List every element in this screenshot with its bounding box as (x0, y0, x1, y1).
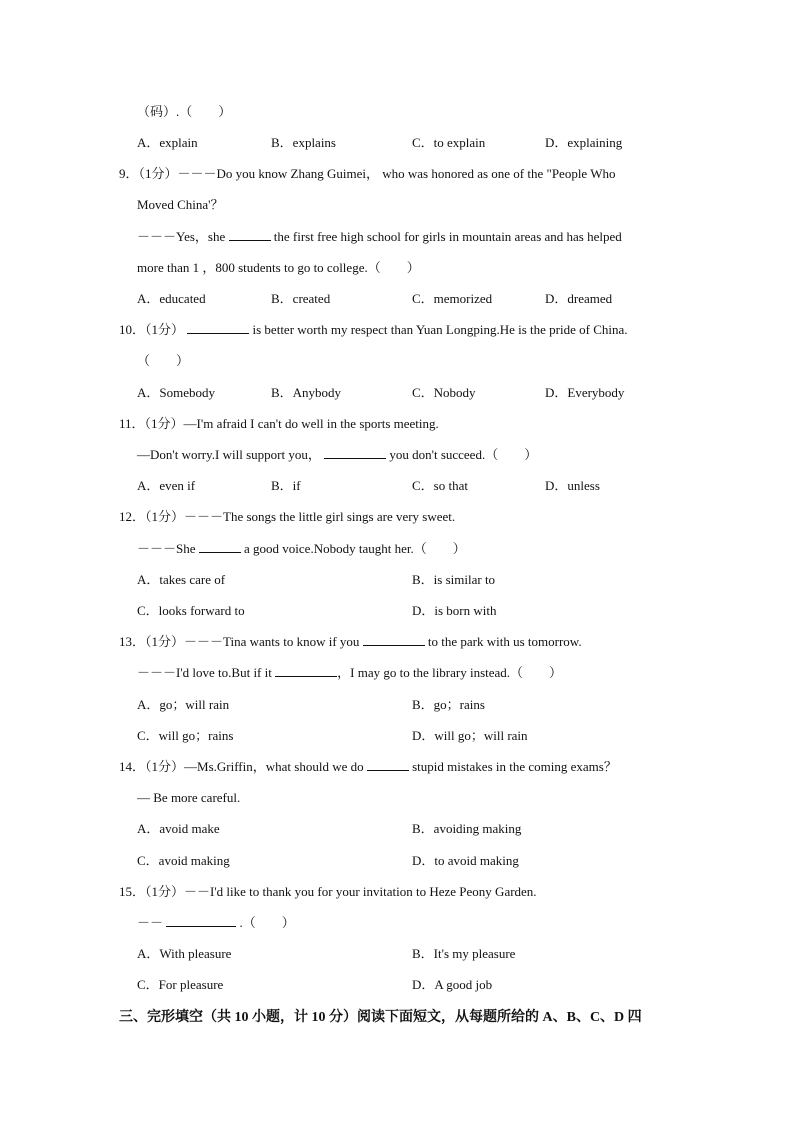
q13-option-b[interactable]: B．go；rains (412, 697, 485, 712)
q14-number: 14．（1分） (119, 759, 185, 774)
q11-option-a[interactable]: A．even if (137, 478, 196, 493)
q14-text-1: —Ms.Griffin，what should we do (184, 759, 364, 774)
q15-line-1 (119, 883, 537, 901)
q15-text-3: .（ ） (239, 915, 295, 930)
q15-number: 15．（1分） (119, 884, 185, 899)
q15-option-c[interactable]: C．For pleasure (137, 977, 224, 992)
q10-number: 10．（1分） (119, 322, 185, 337)
q9-text-4: the first free high school for girls in mountain areas and has helped (273, 229, 622, 244)
q10-option-c[interactable]: C．Nobody (412, 385, 476, 400)
q11-answer-blank[interactable] (324, 446, 386, 459)
q15-option-b[interactable]: B．It's my pleasure (412, 946, 516, 961)
q15-option-a[interactable]: A．With pleasure (137, 946, 232, 961)
q14-option-d[interactable]: D．to avoid making (412, 853, 519, 868)
q11-number: 11．（1分） (119, 416, 184, 431)
q12-number: 12．（1分） (119, 509, 185, 524)
q11-line-1 (119, 415, 439, 433)
q10-answer-blank[interactable] (187, 321, 249, 334)
q12-text-2: －－－She (137, 541, 196, 556)
q13-line-2 (137, 664, 562, 682)
q8-option-a[interactable]: A．explain (137, 135, 198, 150)
q8-option-c[interactable]: C．to explain (412, 135, 486, 150)
q15-line-2 (137, 914, 295, 932)
q11-text-3: you don't succeed.（ ） (389, 447, 538, 462)
q10-text-1: is better worth my respect than Yuan Longping.He is the pride of China. (252, 322, 628, 337)
q14-option-a[interactable]: A．avoid make (137, 821, 220, 836)
q13-text-1: －－－Tina wants to know if you (184, 634, 360, 649)
q9-line-3 (137, 228, 622, 246)
q12-answer-blank[interactable] (199, 540, 241, 553)
q11-option-c[interactable]: C．so that (412, 478, 468, 493)
q15-text-2: －－ (137, 915, 164, 930)
q15-text-1: －－I'd like to thank you for your invitation to Heze Peony Garden. (184, 884, 537, 899)
q9-option-d[interactable]: D．dreamed (545, 291, 613, 306)
q10-option-a[interactable]: A．Somebody (137, 385, 216, 400)
q13-number: 13．（1分） (119, 634, 185, 649)
q14-line-1 (119, 758, 617, 776)
q14-option-b[interactable]: B．avoiding making (412, 821, 522, 836)
q10-option-d[interactable]: D．Everybody (545, 385, 625, 400)
q9-line-4: more than 1 ，800 students to go to college.（ ） (137, 260, 420, 275)
q12-text-3: a good voice.Nobody taught her.（ ） (244, 541, 466, 556)
q9-answer-blank[interactable] (229, 228, 271, 241)
q12-line-1 (119, 508, 455, 526)
q11-line-2 (137, 446, 537, 464)
q11-option-d[interactable]: D．unless (545, 478, 600, 493)
q13-text-4: ，I may go to the library instead.（ ） (337, 665, 563, 680)
q12-option-a[interactable]: A．takes care of (137, 572, 226, 587)
q9-line-1 (119, 165, 616, 183)
q8-tail (137, 103, 231, 121)
q13-answer-blank-1[interactable] (363, 633, 425, 646)
q8-tail-text: （码）.（ ） (137, 104, 232, 119)
q11-option-b[interactable]: B．if (271, 478, 301, 493)
q12-option-c[interactable]: C．looks forward to (137, 603, 245, 618)
q12-line-2 (137, 540, 466, 558)
q13-option-c[interactable]: C．will go；rains (137, 728, 234, 743)
q9-line-2: Moved China'？ (137, 197, 224, 212)
q9-option-a[interactable]: A．educated (137, 291, 206, 306)
q14-option-c[interactable]: C．avoid making (137, 853, 230, 868)
q9-option-c[interactable]: C．memorized (412, 291, 493, 306)
q10-line-2: （ ） (137, 353, 190, 368)
q8-option-b[interactable]: B．explains (271, 135, 336, 150)
q13-text-2: to the park with us tomorrow. (427, 634, 582, 649)
q9-text-1: －－－Do you know Zhang Guimei， who was honored as one of the "People Who (177, 166, 616, 181)
q15-answer-blank[interactable] (166, 914, 236, 927)
q12-text-1: －－－The songs the little girl sings are very sweet. (184, 509, 456, 524)
section-3-heading: 三、完形填空（共 10 小题，计 10 分）阅读下面短文，从每题所给的 A、B、C、D 四 (119, 1010, 642, 1025)
q9-option-b[interactable]: B．created (271, 291, 331, 306)
q15-option-d[interactable]: D．A good job (412, 977, 493, 992)
q14-answer-blank[interactable] (367, 758, 409, 771)
q13-answer-blank-2[interactable] (275, 664, 337, 677)
q8-option-d[interactable]: D．explaining (545, 135, 623, 150)
q12-option-d[interactable]: D．is born with (412, 603, 497, 618)
q10-option-b[interactable]: B．Anybody (271, 385, 342, 400)
q10-line-1 (119, 321, 628, 339)
q13-option-a[interactable]: A．go；will rain (137, 697, 230, 712)
q9-number: 9．（1分） (119, 166, 178, 181)
q9-text-3: －－－Yes，she (137, 229, 226, 244)
q13-line-1 (119, 633, 582, 651)
q13-text-3: －－－I'd love to.But if it (137, 665, 272, 680)
q11-text-1: —I'm afraid I can't do well in the sports meeting. (183, 416, 439, 431)
q11-text-2: —Don't worry.I will support you， (137, 447, 321, 462)
q14-line-2: — Be more careful. (137, 790, 241, 805)
q13-option-d[interactable]: D．will go；will rain (412, 728, 528, 743)
q12-option-b[interactable]: B．is similar to (412, 572, 496, 587)
q14-text-2: stupid mistakes in the coming exams？ (412, 759, 617, 774)
